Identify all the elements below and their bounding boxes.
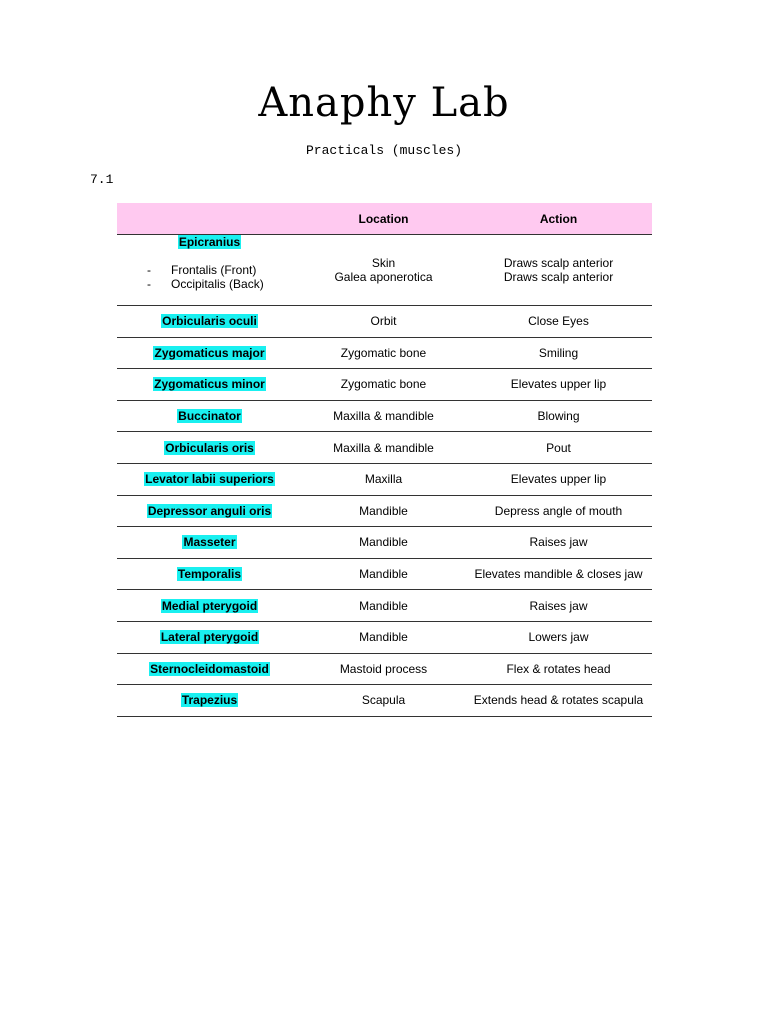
muscle-name-cell <box>117 685 302 717</box>
muscle-name-cell <box>117 369 302 401</box>
muscle-name-cell <box>117 621 302 653</box>
action-cell: Blowing <box>465 400 652 432</box>
muscle-name-cell <box>117 337 302 369</box>
page-subtitle: Practicals (muscles) <box>305 143 463 158</box>
action-cell: Flex & rotates head <box>465 653 652 685</box>
list-dash: - <box>147 277 151 291</box>
action-cell: Smiling <box>465 337 652 369</box>
muscle-name: Zygomaticus major <box>154 345 265 360</box>
muscle-name: Temporalis <box>177 567 242 582</box>
section-number: 7.1 <box>90 172 114 187</box>
action-cell: Pout <box>465 432 652 464</box>
subpart-location: Galea aponerotica <box>334 270 433 284</box>
table-row <box>117 558 652 590</box>
action-cell: Depress angle of mouth <box>465 495 652 527</box>
action-cell: Close Eyes <box>465 306 652 338</box>
location-cell: Maxilla & mandible <box>302 400 465 432</box>
location-cell: Orbit <box>302 306 465 338</box>
muscle-name-cell <box>117 306 302 338</box>
epicranius-location-cell <box>302 235 465 306</box>
location-cell: Mandible <box>302 558 465 590</box>
muscle-name-cell <box>117 432 302 464</box>
location-cell: Zygomatic bone <box>302 337 465 369</box>
muscle-name: Epicranius <box>178 235 241 249</box>
muscle-name: Lateral pterygoid <box>160 630 259 645</box>
table-row <box>117 337 652 369</box>
subpart-location: Skin <box>371 256 396 270</box>
epicranius-action-cell <box>465 235 652 306</box>
header-action: Action <box>465 203 652 235</box>
header-location: Location <box>302 203 465 235</box>
location-cell: Mandible <box>302 621 465 653</box>
muscle-name: Sternocleidomastoid <box>150 661 269 676</box>
header-name <box>117 203 302 235</box>
location-cell: Scapula <box>302 685 465 717</box>
table-header-row <box>117 203 652 235</box>
muscle-name-cell <box>117 590 302 622</box>
muscle-name-cell <box>117 558 302 590</box>
muscle-name-cell <box>117 400 302 432</box>
table-row-epicranius <box>117 235 652 306</box>
muscle-name: Masseter <box>183 535 236 550</box>
location-cell: Zygomatic bone <box>302 369 465 401</box>
table-row <box>117 653 652 685</box>
table-row <box>117 306 652 338</box>
location-cell: Maxilla <box>302 463 465 495</box>
muscle-name: Depressor anguli oris <box>147 503 272 518</box>
muscle-name: Zygomaticus minor <box>154 377 265 392</box>
muscle-name-cell <box>117 527 302 559</box>
location-cell: Mastoid process <box>302 653 465 685</box>
table-row <box>117 463 652 495</box>
epicranius-cell <box>117 235 302 306</box>
muscle-name-cell <box>117 495 302 527</box>
location-cell: Mandible <box>302 495 465 527</box>
location-cell: Maxilla & mandible <box>302 432 465 464</box>
table-row <box>117 400 652 432</box>
action-cell: Raises jaw <box>465 590 652 622</box>
action-cell: Lowers jaw <box>465 621 652 653</box>
table-row <box>117 495 652 527</box>
table-body <box>117 235 652 717</box>
location-cell: Mandible <box>302 590 465 622</box>
table-row <box>117 590 652 622</box>
table-row <box>117 369 652 401</box>
list-item <box>147 263 300 277</box>
epicranius-sublist <box>119 263 300 291</box>
muscle-name: Orbicularis oris <box>165 440 254 455</box>
table-row <box>117 621 652 653</box>
subpart-label: Frontalis (Front) <box>171 263 257 277</box>
muscle-name: Buccinator <box>178 409 241 424</box>
muscle-name-cell <box>117 653 302 685</box>
action-cell: Elevates upper lip <box>465 369 652 401</box>
page-title: Anaphy Lab <box>258 80 510 126</box>
subpart-action: Draws scalp anterior <box>503 270 614 284</box>
muscle-name-cell <box>117 463 302 495</box>
table-row <box>117 527 652 559</box>
table-row <box>117 432 652 464</box>
table-row <box>117 685 652 717</box>
subpart-action: Draws scalp anterior <box>503 256 614 270</box>
muscle-name: Levator labii superiors <box>145 472 274 487</box>
location-cell: Mandible <box>302 527 465 559</box>
subpart-label: Occipitalis (Back) <box>171 277 264 291</box>
action-cell: Extends head & rotates scapula <box>465 685 652 717</box>
muscle-name: Medial pterygoid <box>161 598 258 613</box>
action-cell: Raises jaw <box>465 527 652 559</box>
action-cell: Elevates upper lip <box>465 463 652 495</box>
muscle-name: Orbicularis oculi <box>162 314 257 329</box>
action-cell: Elevates mandible & closes jaw <box>465 558 652 590</box>
list-item <box>147 277 300 291</box>
list-dash: - <box>147 263 151 277</box>
muscles-table <box>117 203 652 717</box>
muscle-name: Trapezius <box>181 693 238 708</box>
